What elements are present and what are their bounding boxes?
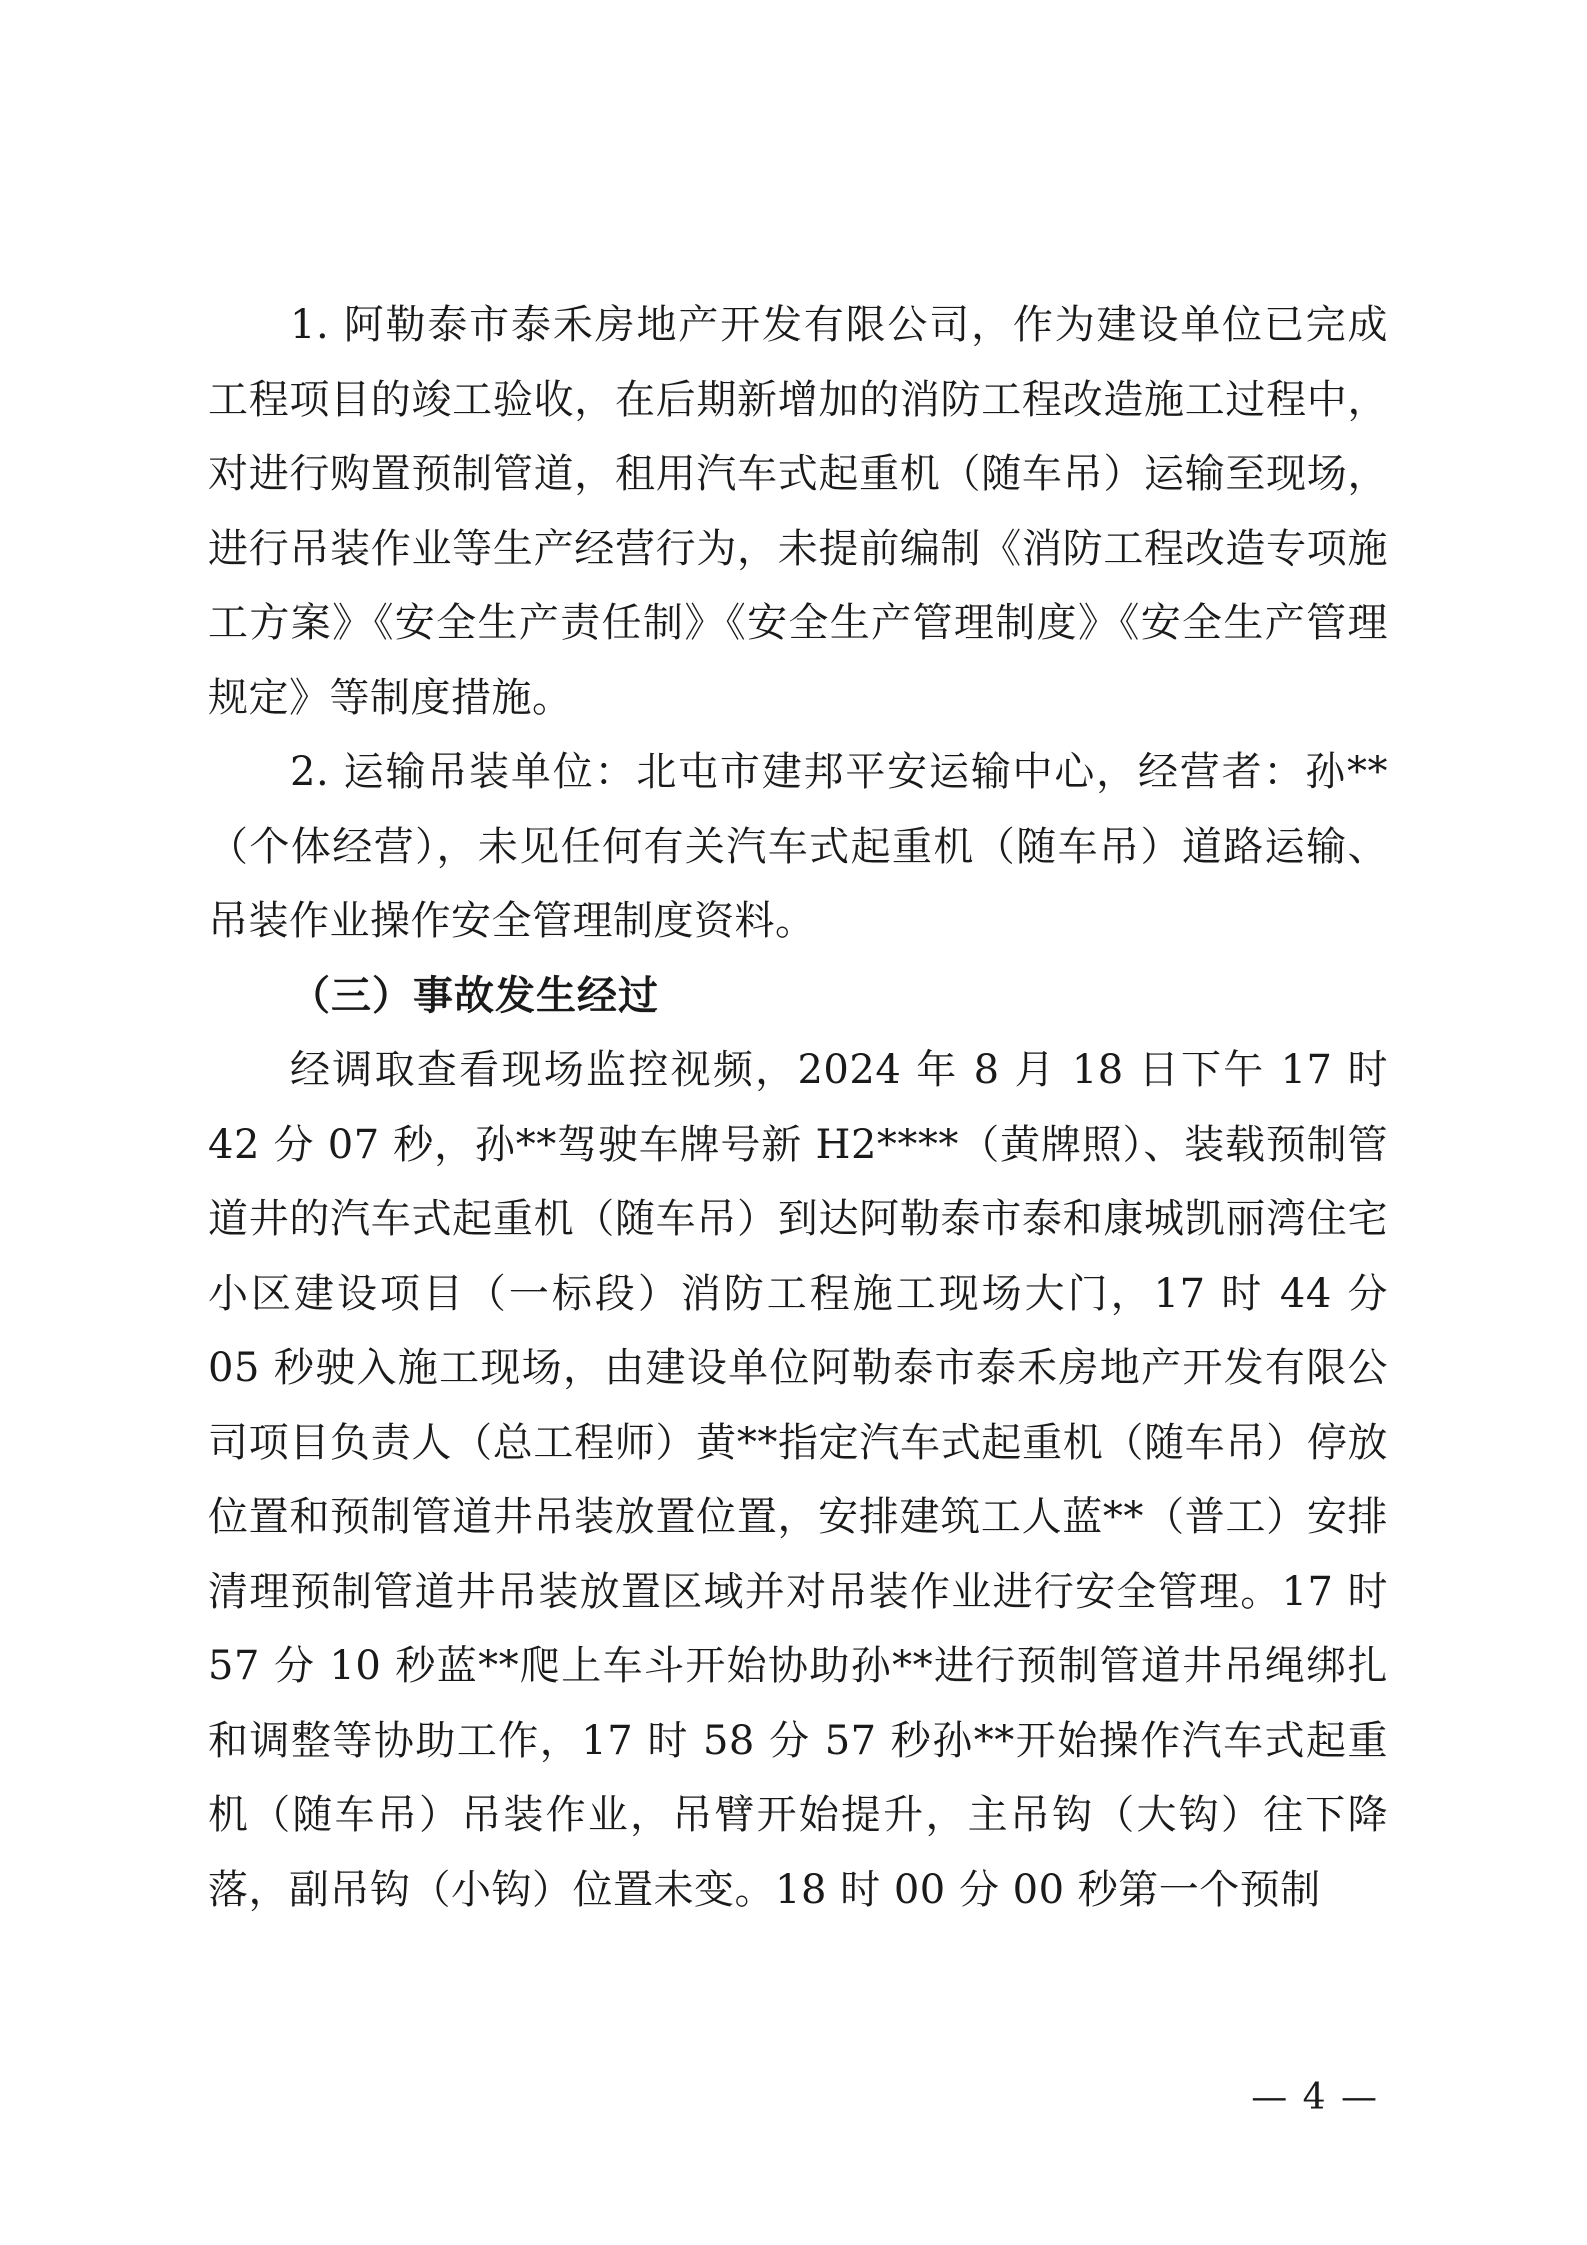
paragraph-accident-process: 经调取查看现场监控视频，2024 年 8 月 18 日下午 17 时 42 分 07 秒，孙**驾驶车牌号新 H2****（黄牌照）、装载预制管道井的汽车式起重机（随车吊）到达阿勒泰市泰和康城凯丽湾住宅小区建设项目（一标段）消防工程施工现场大门，17 时 44 分 05 秒驶入施工现场，由建设单位阿勒泰市泰禾房地产开发有限公司项目负责人（总工程师）黄**指定汽车式起重机（随车吊）停放位置和预制管道井吊装放置位置，安排建筑工人蓝**（普工）安排清理预制管道井吊装放置区域并对吊装作业进行安全管理。17 时 57 分 10 秒蓝**爬上车斗开始协助孙**进行预制管道井吊绳绑扎和调整等协助工作，17 时 58 分 57 秒孙**开始操作汽车式起重机（随车吊）吊装作业，吊臂开始提升，主吊钩（大钩）往下降落，副吊钩（小钩）位置未变。18 时 00 分 00 秒第一个预制 <box>208 1047 1388 1913</box>
document-body <box>208 288 1388 1927</box>
paragraph-responsibility-developer: 1. 阿勒泰市泰禾房地产开发有限公司，作为建设单位已完成工程项目的竣工验收，在后期新增加的消防工程改造施工过程中，对进行购置预制管道，租用汽车式起重机（随车吊）运输至现场，进行吊装作业等生产经营行为，未提前编制《消防工程改造专项施工方案》《安全生产责任制》《安全生产管理制度》《安全生产管理规定》等制度措施。 <box>208 302 1388 721</box>
paragraph-responsibility-transport: 2. 运输吊装单位：北屯市建邦平安运输中心，经营者：孙**（个体经营），未见任何有关汽车式起重机（随车吊）道路运输、吊装作业操作安全管理制度资料。 <box>208 749 1388 944</box>
page-number: — 4 — <box>1251 2077 1379 2118</box>
section-heading: （三）事故发生经过 <box>290 972 659 1019</box>
